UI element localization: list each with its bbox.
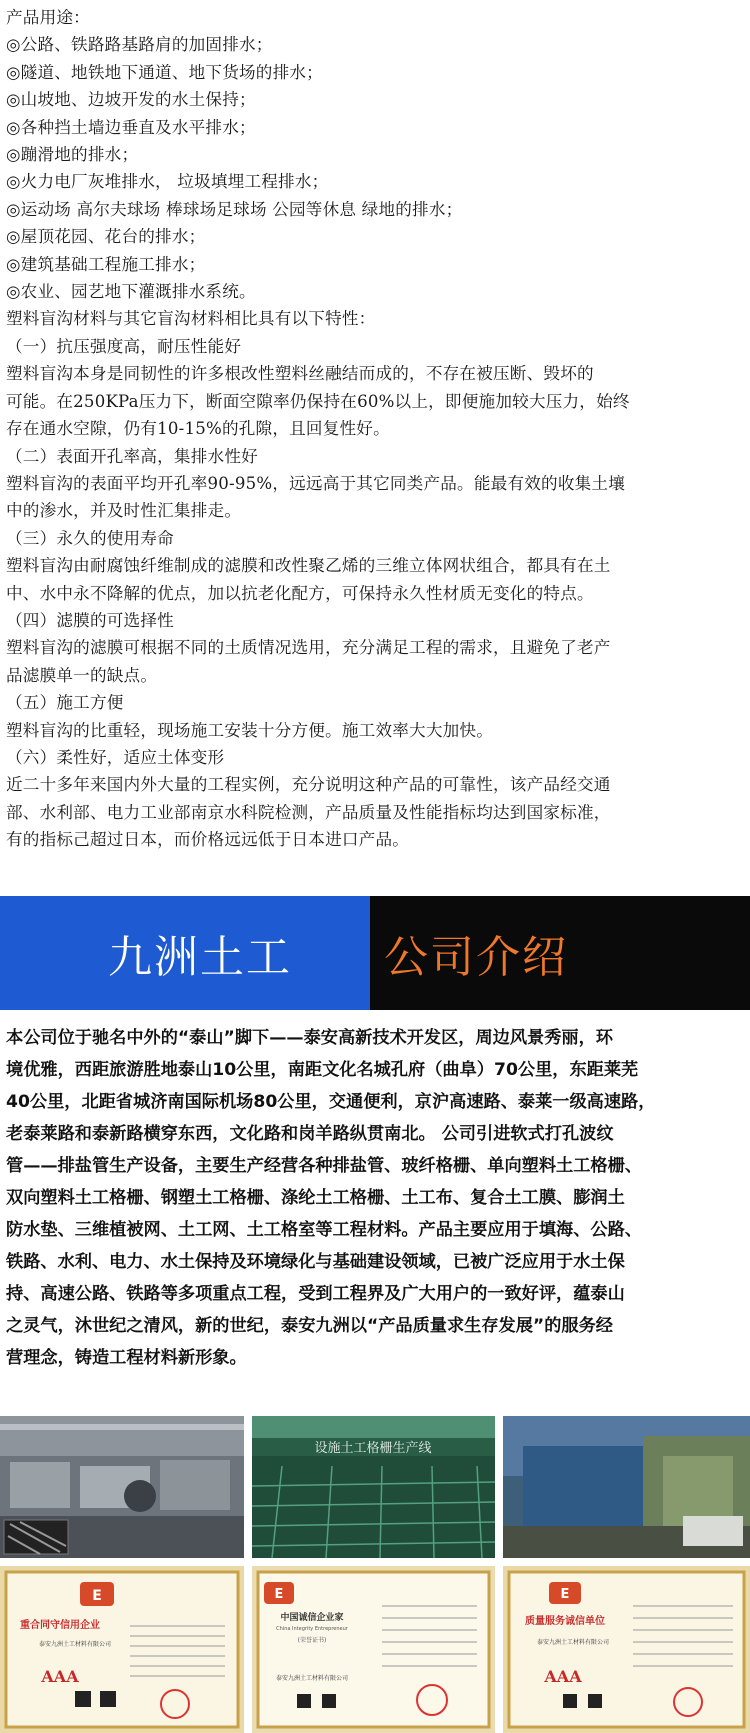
usage-line: 部、水利部、电力工业部南京水科院检测，产品质量及性能指标均达到国家标准， xyxy=(6,802,611,822)
usage-line: ◎运动场 高尔夫球场 棒球场足球场 公园等休息 绿地的排水； xyxy=(6,199,463,219)
usage-line: 有的指标己超过日本，而价格远远低于日本进口产品。 xyxy=(6,830,410,850)
cert-company: 泰安九洲土工材料有限公司 xyxy=(536,1639,610,1646)
banner-brand xyxy=(0,896,370,1010)
usage-line: 塑料盲沟的滤膜可根据不同的土质情况选用，充分满足工程的需求，且避免了老产 xyxy=(6,638,611,658)
product-usage-section xyxy=(6,4,744,854)
intro-line: 老泰莱路和泰新路横穿东西，文化路和岗羊路纵贯南北。 公司引进软式打孔波纹 xyxy=(6,1124,614,1144)
cert-title: 质量服务诚信单位 xyxy=(525,1616,605,1627)
usage-line: ◎隧道、地铁地下通道、地下货场的排水； xyxy=(6,62,323,82)
usage-line: 塑料盲沟的比重轻，现场施工安装十分方便。施工效率大大加快。 xyxy=(6,720,494,740)
certificate-3 xyxy=(503,1566,750,1733)
usage-line: 塑料盲沟本身是同韧性的许多根改性塑料丝融结而成的，不存在被压断、毁坏的 xyxy=(6,364,594,384)
intro-line: 之灵气，沐世纪之清风，新的世纪，泰安九洲以“产品质量求生存发展”的服务经 xyxy=(6,1316,613,1336)
usage-line: 品滤膜单一的缺点。 xyxy=(6,665,158,685)
usage-line: 中的渗水，并及时性汇集排走。 xyxy=(6,501,242,521)
cert-note: (荣誉证书) xyxy=(297,1637,327,1644)
usage-line: ◎屋顶花园、花台的排水； xyxy=(6,227,206,247)
cert-grade: AAA xyxy=(41,1667,79,1686)
cert-subtitle: China Integrity Entrepreneur xyxy=(276,1626,348,1632)
company-intro xyxy=(6,1022,746,1374)
usage-line: ◎农业、园艺地下灌溉排水系统。 xyxy=(6,282,256,302)
usage-line: （二）表面开孔率高，集排水性好 xyxy=(6,446,258,466)
factory-photo-3 xyxy=(503,1416,750,1558)
usage-line: 存在通水空隙，仍有10-15%的孔隙，且回复性好。 xyxy=(6,419,390,439)
cert-grade: AAA xyxy=(544,1667,582,1686)
usage-line: 近二十多年来国内外大量的工程实例，充分说明这种产品的可靠性，该产品经交通 xyxy=(6,775,611,795)
intro-line: 铁路、水利、电力、水土保持及环境绿化与基础建设领域，已被广泛应用于水土保 xyxy=(6,1252,625,1272)
intro-line: 境优雅，西距旅游胜地泰山10公里，南距文化名城孔府（曲阜）70公里，东距莱芜 xyxy=(6,1060,639,1080)
banner-heading-text: 公司介绍 xyxy=(384,932,568,983)
usage-line: ◎火力电厂灰堆排水， 垃圾填埋工程排水； xyxy=(6,172,329,192)
usage-line: ◎建筑基础工程施工排水； xyxy=(6,254,206,274)
cert-logo: E xyxy=(560,1587,570,1602)
usage-line: 中、水中永不降解的优点，加以抗老化配方，可保持永久性材质无变化的特点。 xyxy=(6,583,594,603)
banner-heading xyxy=(370,896,750,1010)
usage-line: ◎山坡地、边坡开发的水土保持； xyxy=(6,90,256,110)
usage-line: （一）抗压强度高，耐压性能好 xyxy=(6,336,242,356)
usage-line: 塑料盲沟的表面平均开孔率90-95%，远远高于其它同类产品。能最有效的收集土壤 xyxy=(6,473,625,493)
usage-line: 可能。在250KPa压力下，断面空隙率仍保持在60%以上，即便施加较大压力，始终 xyxy=(6,391,630,411)
cert-company: 泰安九洲土工材料有限公司 xyxy=(275,1675,349,1682)
usage-line: （四）滤膜的可选择性 xyxy=(6,610,174,630)
intro-line: 双向塑料土工格栅、钢塑土工格栅、涤纶土工格栅、土工布、复合土工膜、膨润土 xyxy=(6,1188,625,1208)
cert-company: 泰安九洲土工材料有限公司 xyxy=(38,1641,112,1648)
company-banner xyxy=(0,896,750,1010)
usage-line: （五）施工方便 xyxy=(6,693,124,713)
cert-title: 重合同守信用企业 xyxy=(20,1620,100,1631)
cert-logo: E xyxy=(92,1588,102,1604)
usage-line: （三）永久的使用寿命 xyxy=(6,528,174,548)
intro-line: 营理念，铸造工程材料新形象。 xyxy=(6,1348,247,1368)
certificate-1 xyxy=(0,1566,244,1733)
usage-line: ◎各种挡土墙边垂直及水平排水； xyxy=(6,117,256,137)
intro-line: 管——排盐管生产设备，主要生产经营各种排盐管、玻纤格栅、单向塑料土工格栅、 xyxy=(6,1156,642,1176)
intro-line: 本公司位于驰名中外的“泰山”脚下——泰安高新技术开发区，周边风景秀丽，环 xyxy=(6,1028,613,1048)
intro-line: 防水垫、三维植被网、土工网、土工格室等工程材料。产品主要应用于填海、公路、 xyxy=(6,1220,642,1240)
intro-line: 40公里，北距省城济南国际机场80公里，交通便利，京沪高速路、泰莱一级高速路， xyxy=(6,1092,656,1112)
cert-title: 中国诚信企业家 xyxy=(280,1613,344,1623)
usage-line: 塑料盲沟由耐腐蚀纤维制成的滤膜和改性聚乙烯的三维立体网状组合，都具有在土 xyxy=(6,556,611,576)
factory-photo-1 xyxy=(0,1416,244,1558)
usage-line: ◎公路、铁路路基路肩的加固排水； xyxy=(6,35,273,55)
usage-line: 塑料盲沟材料与其它盲沟材料相比具有以下特性： xyxy=(6,309,376,329)
usage-line: 产品用途： xyxy=(6,8,90,27)
intro-line: 持、高速公路、铁路等多项重点工程，受到工程界及广大用户的一致好评，蕴泰山 xyxy=(6,1284,625,1304)
banner-brand-text: 九洲土工 xyxy=(108,932,292,983)
factory-banner-text: 设施土工格栅生产线 xyxy=(314,1441,432,1456)
usage-line: ◎蹦滑地的排水； xyxy=(6,145,139,165)
cert-logo: E xyxy=(274,1587,284,1602)
certificate-2 xyxy=(252,1566,495,1733)
factory-photo-2 xyxy=(252,1416,495,1558)
usage-line: （六）柔性好，适应土体变形 xyxy=(6,747,225,767)
